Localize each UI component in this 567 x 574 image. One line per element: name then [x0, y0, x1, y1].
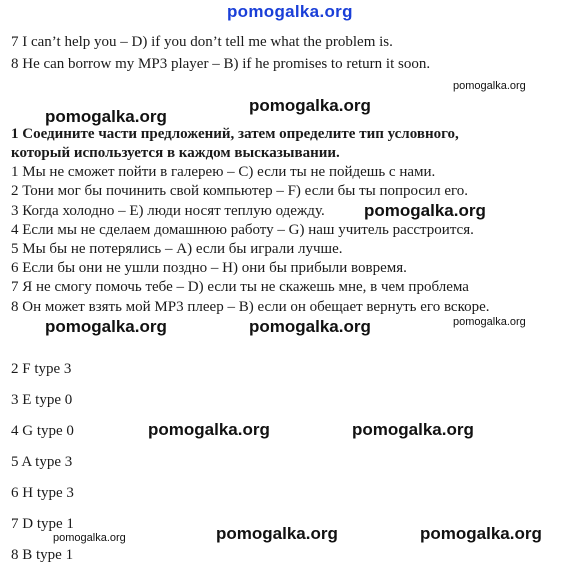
task-heading-line-2: который используется в каждом высказывании.	[11, 145, 340, 161]
task-item-6: 6 Если бы они не ушли поздно – H) они бы прибыли вовремя.	[11, 260, 407, 276]
answer-4: 4 G type 0	[11, 423, 74, 439]
watermark: pomogalka.org	[420, 524, 542, 543]
task-item-4: 4 Если мы не сделаем домашнюю работу – G) наш учитель расстроится.	[11, 222, 474, 238]
answer-5: 5 A type 3	[11, 454, 73, 470]
watermark: pomogalka.org	[53, 532, 126, 544]
watermark: pomogalka.org	[148, 420, 270, 439]
watermark: pomogalka.org	[249, 317, 371, 336]
answer-3: 3 E type 0	[11, 392, 73, 408]
english-line-8: 8 He can borrow my MP3 player – B) if he promises to return it soon.	[11, 56, 431, 72]
watermark: pomogalka.org	[364, 201, 486, 220]
task-item-2: 2 Тони мог бы починить свой компьютер – F) если бы ты попросил его.	[11, 183, 469, 199]
task-item-1: 1 Мы не сможет пойти в галерею – С) если ты не пойдешь с нами.	[11, 164, 436, 180]
watermark: pomogalka.org	[45, 317, 167, 336]
watermark: pomogalka.org	[216, 524, 338, 543]
watermark: pomogalka.org	[453, 80, 526, 92]
task-item-3: 3 Когда холодно – E) люди носят теплую одежду.	[11, 203, 325, 219]
english-line-7: 7 I can’t help you – D) if you don’t tell me what the problem is.	[11, 34, 393, 50]
watermark: pomogalka.org	[453, 316, 526, 328]
answer-6: 6 H type 3	[11, 485, 74, 501]
watermark: pomogalka.org	[249, 96, 371, 115]
watermark-top: pomogalka.org	[227, 2, 353, 21]
answer-2: 2 F type 3	[11, 361, 72, 377]
task-item-7: 7 Я не смогу помочь тебе – D) если ты не скажешь мне, в чем проблема	[11, 279, 469, 295]
task-heading-line-1: 1 Соедините части предложений, затем определите тип условного,	[11, 126, 459, 142]
watermark: pomogalka.org	[352, 420, 474, 439]
answer-8: 8 B type 1	[11, 547, 74, 563]
task-item-5: 5 Мы бы не потерялись – А) если бы играли лучше.	[11, 241, 343, 257]
answer-7: 7 D type 1	[11, 516, 74, 532]
watermark: pomogalka.org	[45, 107, 167, 126]
task-item-8: 8 Он может взять мой MP3 плеер – B) если он обещает вернуть его вскоре.	[11, 299, 490, 315]
